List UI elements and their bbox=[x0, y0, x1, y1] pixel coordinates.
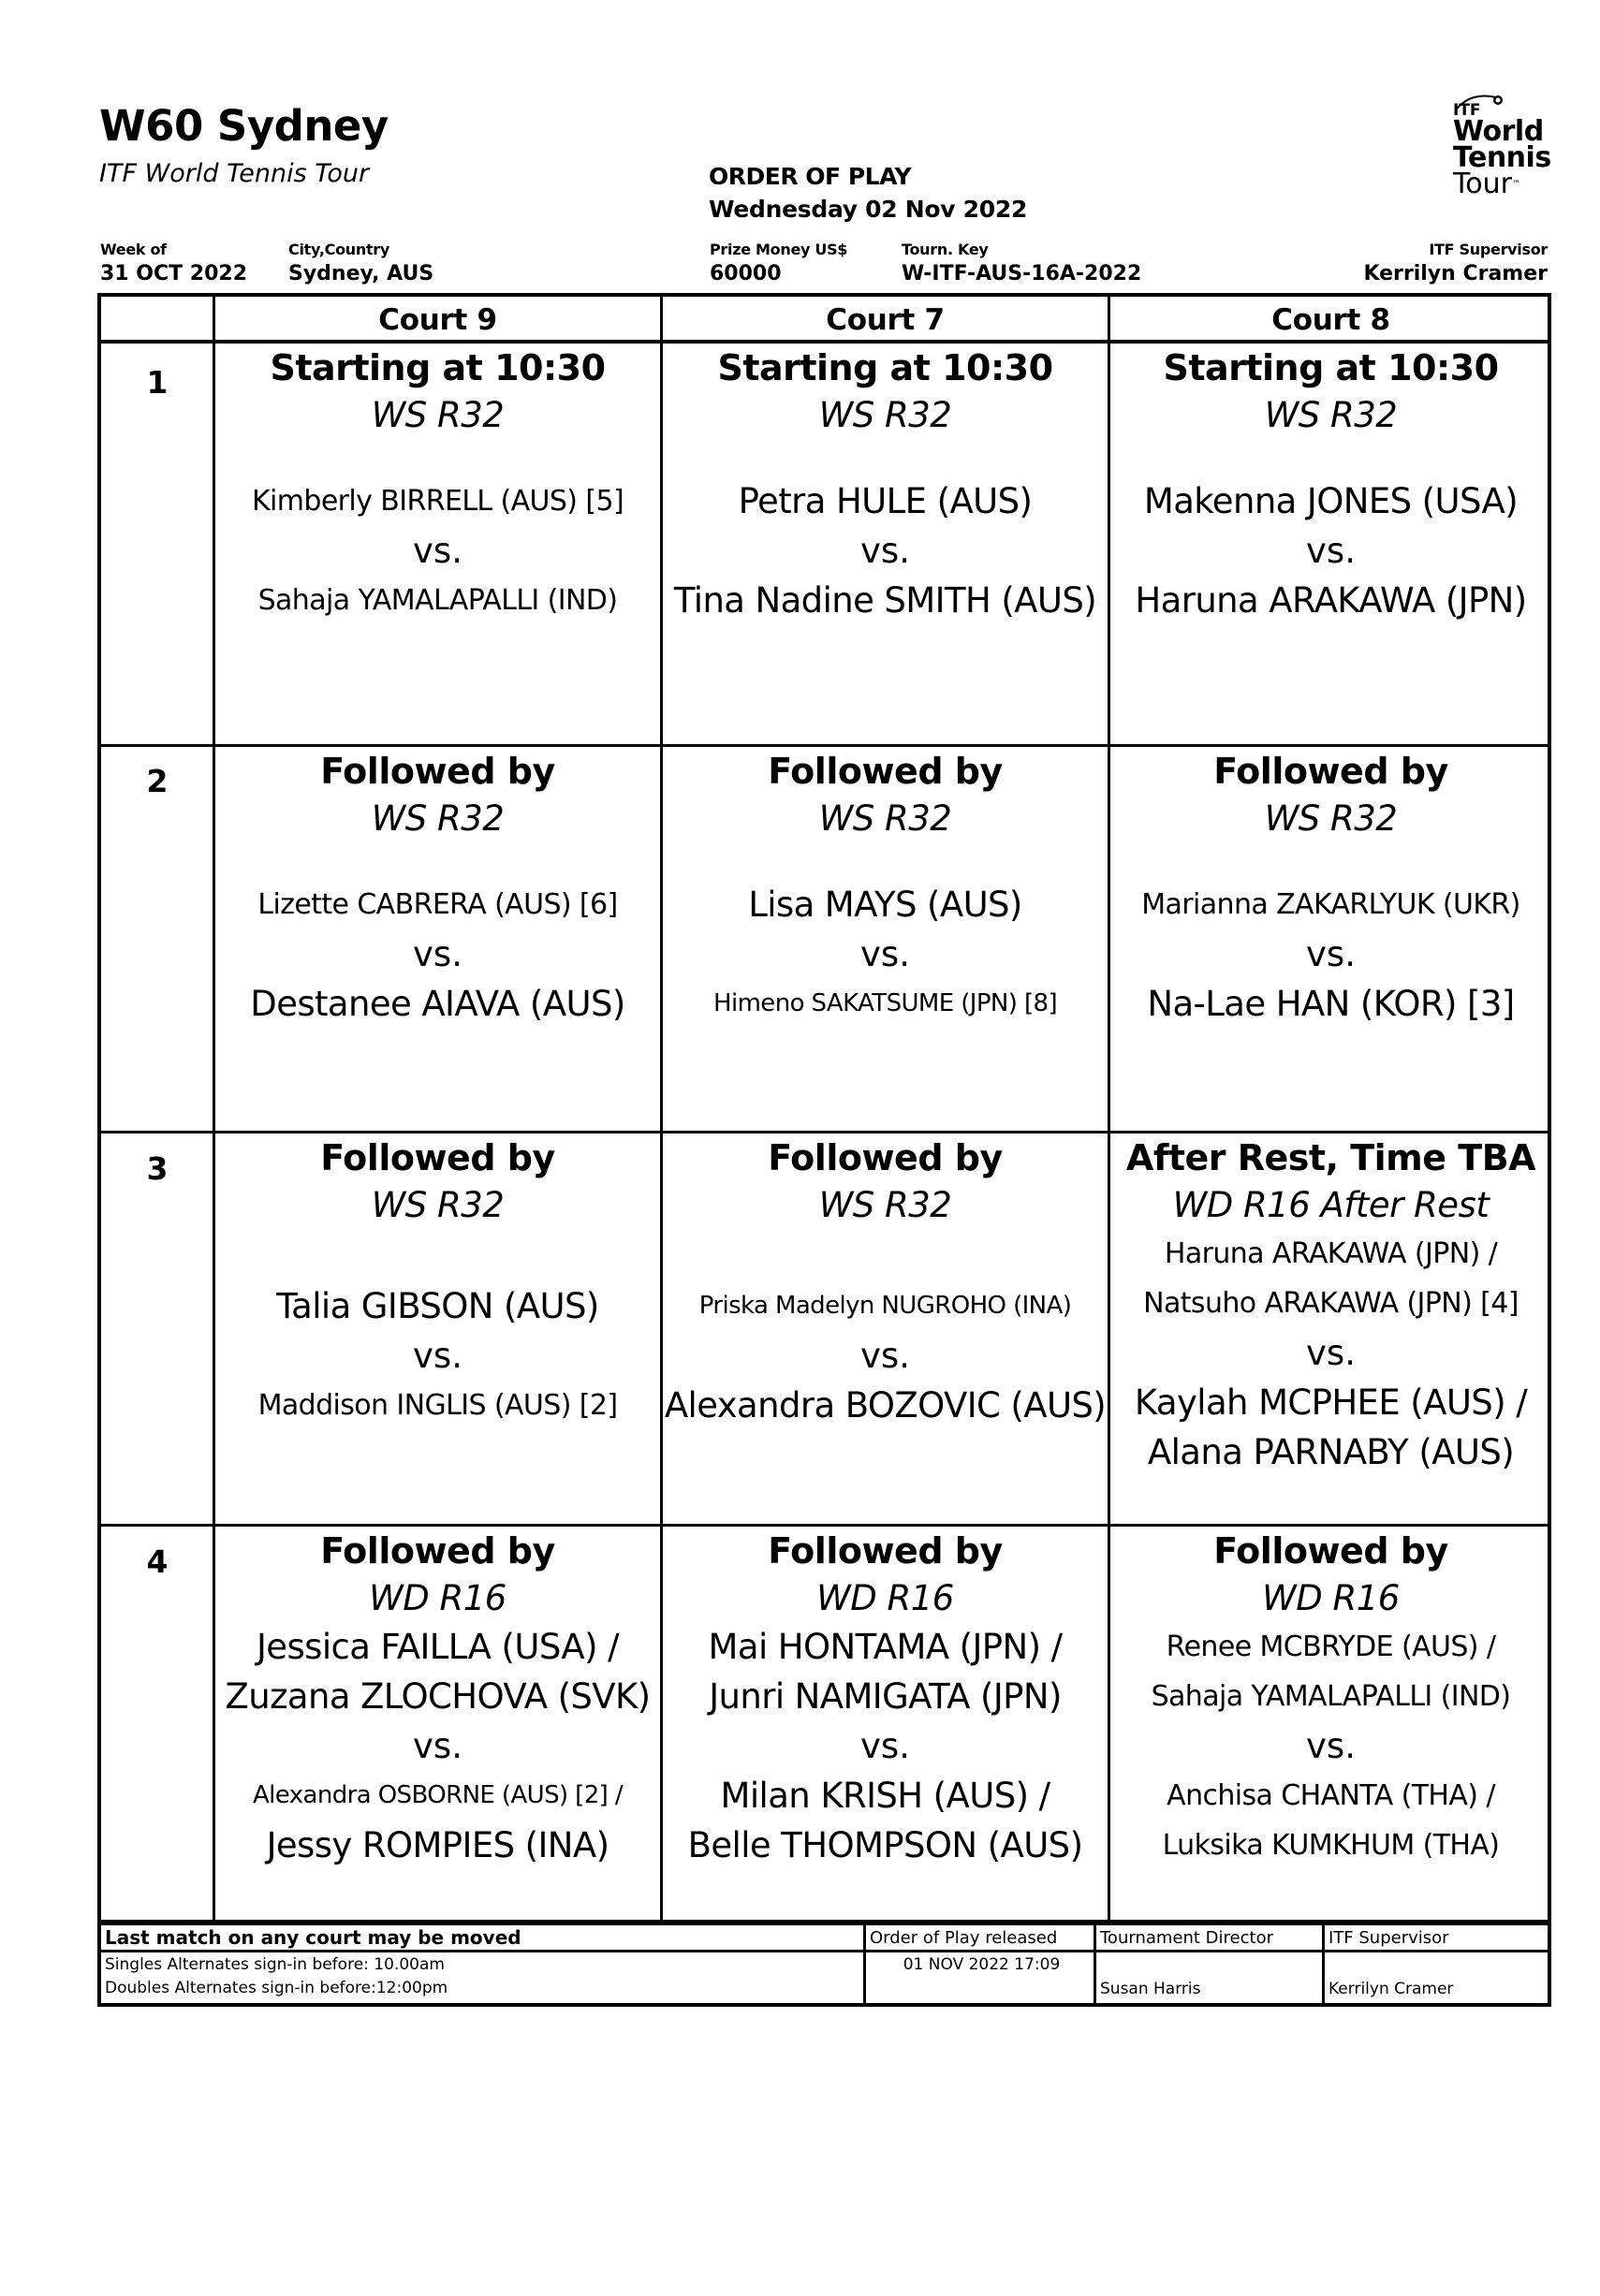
team-2-player-b: Belle THOMPSON (AUS) bbox=[687, 1825, 1083, 1865]
player-1: Priska Madelyn NUGROHO (INA) bbox=[698, 1292, 1072, 1320]
team-2-player-b: Jessy ROMPIES (INA) bbox=[266, 1825, 609, 1865]
vs-label: vs. bbox=[1306, 1726, 1356, 1766]
vs-label: vs. bbox=[413, 531, 462, 571]
vs-label: vs. bbox=[860, 531, 910, 571]
team-2-player-a: Kaylah MCPHEE (AUS) / bbox=[1134, 1382, 1528, 1423]
match-time: Starting at 10:30 bbox=[1163, 347, 1499, 388]
match-order-2: 2 bbox=[146, 763, 169, 799]
tourn-key-label: Tourn. Key bbox=[902, 241, 989, 258]
team-2-player-b: Alana PARNABY (AUS) bbox=[1147, 1432, 1515, 1472]
player-2: Destanee AIAVA (AUS) bbox=[250, 984, 625, 1024]
logo-tennis-text: Tennis bbox=[1453, 141, 1551, 174]
match-time: Followed by bbox=[768, 1530, 1003, 1572]
player-1: Lisa MAYS (AUS) bbox=[748, 885, 1022, 925]
singles-alternates: Singles Alternates sign-in before: 10.00am bbox=[105, 1955, 445, 1974]
match-event: WD R16 After Rest bbox=[1172, 1185, 1490, 1225]
match-time: Followed by bbox=[320, 1137, 555, 1178]
match-time: Followed by bbox=[768, 751, 1003, 792]
doubles-alternates: Doubles Alternates sign-in before:12:00pm bbox=[105, 1979, 448, 1997]
player-2: Tina Nadine SMITH (AUS) bbox=[673, 580, 1097, 621]
logo-tour-text: Tour bbox=[1453, 168, 1512, 200]
court-header-7: Court 7 bbox=[826, 303, 945, 337]
director-label: Tournament Director bbox=[1100, 1928, 1273, 1948]
week-of-value: 31 OCT 2022 bbox=[100, 262, 248, 285]
prize-label: Prize Money US$ bbox=[710, 241, 848, 258]
match-order-1: 1 bbox=[146, 364, 169, 401]
match-event: WD R16 bbox=[1262, 1578, 1400, 1618]
team-1-player-b: Natsuho ARAKAWA (JPN) [4] bbox=[1143, 1287, 1519, 1320]
vs-label: vs. bbox=[413, 934, 462, 974]
match-event: WS R32 bbox=[818, 1185, 952, 1225]
match-event: WS R32 bbox=[818, 798, 952, 839]
match-time: Followed by bbox=[1213, 751, 1448, 792]
match-event: WS R32 bbox=[371, 395, 505, 435]
team-2-player-a: Milan KRISH (AUS) / bbox=[720, 1776, 1050, 1816]
vs-label: vs. bbox=[860, 1726, 910, 1766]
director-value: Susan Harris bbox=[1100, 1980, 1201, 1998]
week-of-label: Week of bbox=[100, 241, 167, 258]
supervisor-value: Kerrilyn Cramer bbox=[1363, 262, 1548, 285]
footer-notice: Last match on any court may be moved bbox=[105, 1926, 521, 1949]
team-1-player-b: Sahaja YAMALAPALLI (IND) bbox=[1151, 1680, 1511, 1713]
match-time: Followed by bbox=[320, 751, 555, 792]
team-1-player-b: Zuzana ZLOCHOVA (SVK) bbox=[225, 1676, 651, 1717]
play-date: Wednesday 02 Nov 2022 bbox=[709, 196, 1028, 223]
tournament-title: W60 Sydney bbox=[99, 101, 389, 151]
tourn-key-value: W-ITF-AUS-16A-2022 bbox=[902, 262, 1142, 285]
released-value: 01 NOV 2022 17:09 bbox=[903, 1955, 1061, 1974]
player-1: Kimberly BIRRELL (AUS) [5] bbox=[251, 485, 624, 518]
match-order-3: 3 bbox=[146, 1150, 169, 1187]
match-cell bbox=[663, 747, 1108, 1029]
vs-label: vs. bbox=[413, 1726, 462, 1766]
supervisor-label: ITF Supervisor bbox=[1429, 241, 1548, 258]
player-2: Alexandra BOZOVIC (AUS) bbox=[664, 1385, 1107, 1426]
player-1: Makenna JONES (USA) bbox=[1143, 481, 1519, 521]
logo-world-text: World bbox=[1453, 115, 1544, 148]
match-event: WS R32 bbox=[1264, 798, 1398, 839]
player-2: Na-Lae HAN (KOR) [3] bbox=[1147, 984, 1515, 1024]
team-1-player-a: Renee MCBRYDE (AUS) / bbox=[1166, 1631, 1496, 1663]
player-2: Sahaja YAMALAPALLI (IND) bbox=[257, 584, 618, 617]
match-cell bbox=[215, 747, 660, 1029]
player-1: Lizette CABRERA (AUS) [6] bbox=[257, 888, 618, 921]
footer-table bbox=[97, 1921, 1551, 2007]
match-cell bbox=[1110, 344, 1551, 625]
vs-label: vs. bbox=[413, 1336, 462, 1376]
match-cell bbox=[1110, 747, 1551, 1029]
match-time: After Rest, Time TBA bbox=[1125, 1137, 1536, 1178]
player-2: Maddison INGLIS (AUS) [2] bbox=[257, 1389, 618, 1422]
match-cell bbox=[663, 1527, 1108, 1870]
team-1-player-b: Junri NAMIGATA (JPN) bbox=[709, 1676, 1062, 1717]
footer-supervisor-value: Kerrilyn Cramer bbox=[1328, 1980, 1454, 1998]
document-title: ORDER OF PLAY bbox=[709, 163, 912, 190]
player-1: Talia GIBSON (AUS) bbox=[276, 1286, 599, 1326]
match-event: WS R32 bbox=[1264, 395, 1398, 435]
team-2-player-b: Luksika KUMKHUM (THA) bbox=[1162, 1829, 1500, 1862]
team-1-player-a: Haruna ARAKAWA (JPN) / bbox=[1164, 1237, 1498, 1270]
alternates-info bbox=[101, 1953, 863, 2003]
vs-label: vs. bbox=[1306, 531, 1356, 571]
vs-label: vs. bbox=[860, 1336, 910, 1376]
match-event: WS R32 bbox=[818, 395, 952, 435]
match-time: Followed by bbox=[1213, 1530, 1448, 1572]
match-event: WD R16 bbox=[816, 1578, 954, 1618]
match-time: Followed by bbox=[768, 1137, 1003, 1178]
order-of-play-table bbox=[97, 293, 1551, 1923]
player-1: Petra HULE (AUS) bbox=[738, 481, 1033, 521]
match-time: Starting at 10:30 bbox=[270, 347, 606, 388]
tour-name: ITF World Tennis Tour bbox=[99, 159, 370, 188]
match-time: Starting at 10:30 bbox=[717, 347, 1053, 388]
team-1-player-a: Jessica FAILLA (USA) / bbox=[256, 1627, 619, 1667]
player-2: Himeno SAKATSUME (JPN) [8] bbox=[713, 989, 1057, 1017]
prize-value: 60000 bbox=[710, 262, 782, 285]
match-event: WS R32 bbox=[371, 1185, 505, 1225]
match-cell bbox=[215, 1527, 660, 1870]
city-value: Sydney, AUS bbox=[288, 262, 434, 285]
logo-tour-line bbox=[1453, 168, 1552, 200]
match-time: Followed by bbox=[320, 1530, 555, 1572]
match-event: WS R32 bbox=[371, 798, 505, 839]
city-label: City,Country bbox=[288, 241, 390, 258]
match-cell bbox=[1110, 1133, 1551, 1477]
match-cell bbox=[215, 344, 660, 625]
vs-label: vs. bbox=[1306, 1333, 1356, 1373]
footer-supervisor-label: ITF Supervisor bbox=[1328, 1928, 1449, 1948]
match-event: WD R16 bbox=[369, 1578, 506, 1618]
team-2-player-a: Alexandra OSBORNE (AUS) [2] / bbox=[252, 1781, 624, 1809]
itf-world-tennis-tour-logo bbox=[1453, 97, 1552, 200]
court-header-9: Court 9 bbox=[378, 303, 497, 337]
vs-label: vs. bbox=[860, 934, 910, 974]
released-label: Order of Play released bbox=[870, 1928, 1058, 1948]
logo-itf-text: ITF bbox=[1453, 101, 1481, 120]
vs-label: vs. bbox=[1306, 934, 1356, 974]
player-2: Haruna ARAKAWA (JPN) bbox=[1135, 580, 1527, 621]
trademark-icon: ™ bbox=[1511, 180, 1520, 189]
match-cell bbox=[215, 1133, 660, 1430]
team-2-player-a: Anchisa CHANTA (THA) / bbox=[1167, 1779, 1495, 1812]
match-cell bbox=[1110, 1527, 1551, 1870]
court-header-8: Court 8 bbox=[1271, 303, 1390, 337]
team-1-player-a: Mai HONTAMA (JPN) / bbox=[708, 1627, 1063, 1667]
match-order-4: 4 bbox=[146, 1543, 169, 1580]
player-1: Marianna ZAKARLYUK (UKR) bbox=[1141, 888, 1520, 921]
match-cell bbox=[663, 344, 1108, 625]
match-cell bbox=[663, 1133, 1108, 1430]
